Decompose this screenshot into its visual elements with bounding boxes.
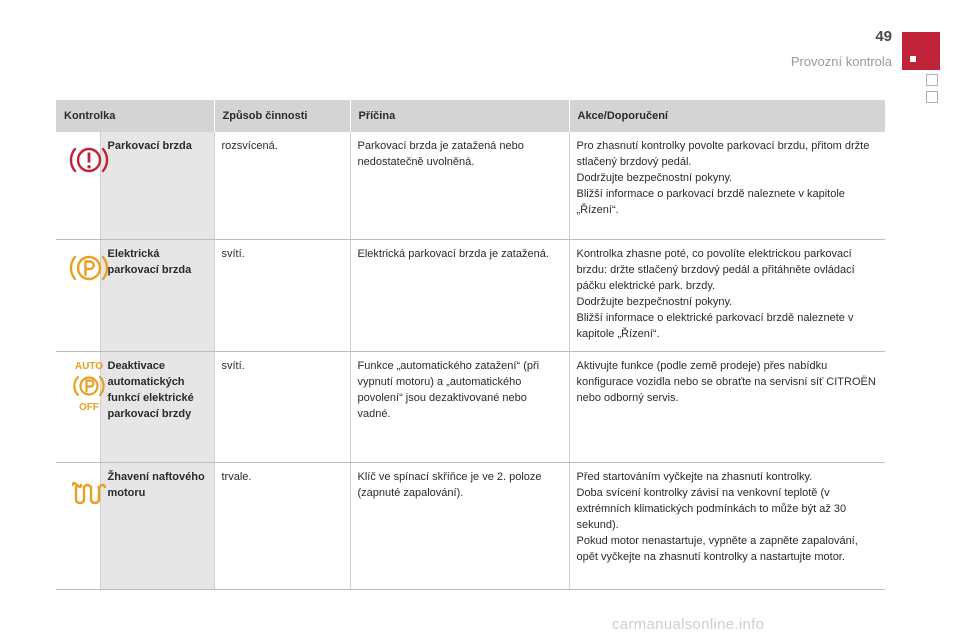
icon-cell <box>56 240 100 352</box>
column-header-zpusob: Způsob činnosti <box>214 100 350 132</box>
icon-cell <box>56 463 100 590</box>
action: Pro zhasnutí kontrolky povolte parkovací brzdu, přitom držte stlačený brzdový pedál. Dodržujte bezpečnostní pokyny. Bližší informace o parkovací brzdě naleznete v kapitole „Řízení“. <box>569 132 885 240</box>
icon-cell <box>56 352 104 463</box>
section-tab-active[interactable] <box>902 32 940 70</box>
action: Před startováním vyčkejte na zhasnutí kontrolky. Doba svícení kontrolky závisí na venkovní teplotě (v extrémních klimatických podmínkách to může být až 30 sekund). Pokud motor nenastartuje, vypněte a zapněte zapalování, opět vyčkejte na zhasnutí kontrolky a nastartujte motor. <box>569 463 885 590</box>
section-tab[interactable] <box>926 74 938 86</box>
operation-mode: svítí. <box>214 240 350 352</box>
table-row <box>56 352 885 463</box>
column-header-akce: Akce/Doporučení <box>569 100 885 132</box>
tab-marker <box>910 56 916 62</box>
warning-lights-table <box>56 100 885 590</box>
cause: Parkovací brzda je zatažená nebo nedostatečně uvolněná. <box>350 132 569 240</box>
table-row <box>56 463 885 590</box>
section-tab[interactable] <box>926 91 938 103</box>
operation-mode: svítí. <box>214 352 350 463</box>
action: Aktivujte funkce (podle země prodeje) přes nabídku konfigurace vozidla nebo se obraťte na servisní síť CITROËN nebo odborný servis. <box>569 352 885 463</box>
table-row <box>56 240 885 352</box>
warning-name: Žhavení naftového motoru <box>100 463 214 590</box>
glow-plug-icon <box>67 471 111 511</box>
action: Kontrolka zhasne poté, co povolíte elektrickou parkovací brzdu: držte stlačený brzdový pedál a přitáhněte ovládací páčku elektrické park. brzdy. Dodržujte bezpečnostní pokyny. Bližší informace o elektrické parkovací brzdě naleznete v kapitole „Řízení“. <box>569 240 885 352</box>
icon-text-auto: AUTO <box>74 361 104 372</box>
warning-name: Deaktivace automatických funkcí elektrické parkovací brzdy <box>100 352 214 463</box>
warning-name: Parkovací brzda <box>100 132 214 240</box>
operation-mode: trvale. <box>214 463 350 590</box>
electric-parking-brake-icon <box>67 248 111 288</box>
table-header-row <box>56 100 885 132</box>
column-header-pricina: Příčina <box>350 100 569 132</box>
section-title: Provozní kontrola <box>790 54 892 69</box>
cause: Elektrická parkovací brzda je zatažená. <box>350 240 569 352</box>
warning-name: Elektrická parkovací brzda <box>100 240 214 352</box>
auto-parking-brake-off-icon <box>67 360 111 412</box>
icon-cell <box>56 132 100 240</box>
operation-mode: rozsvícená. <box>214 132 350 240</box>
cause: Klíč ve spínací skříňce je ve 2. poloze (zapnuté zapalování). <box>350 463 569 590</box>
brake-warning-icon <box>67 140 111 180</box>
table-row <box>56 132 885 240</box>
cause: Funkce „automatického zatažení“ (při vypnutí motoru) a „automatického povolení“ jsou dezaktivované nebo vadné. <box>350 352 569 463</box>
page-number: 49 <box>875 28 892 45</box>
column-header-kontrolka: Kontrolka <box>56 100 214 132</box>
watermark: carmanualsonline.info <box>612 616 765 633</box>
icon-text-off: OFF <box>79 402 99 412</box>
